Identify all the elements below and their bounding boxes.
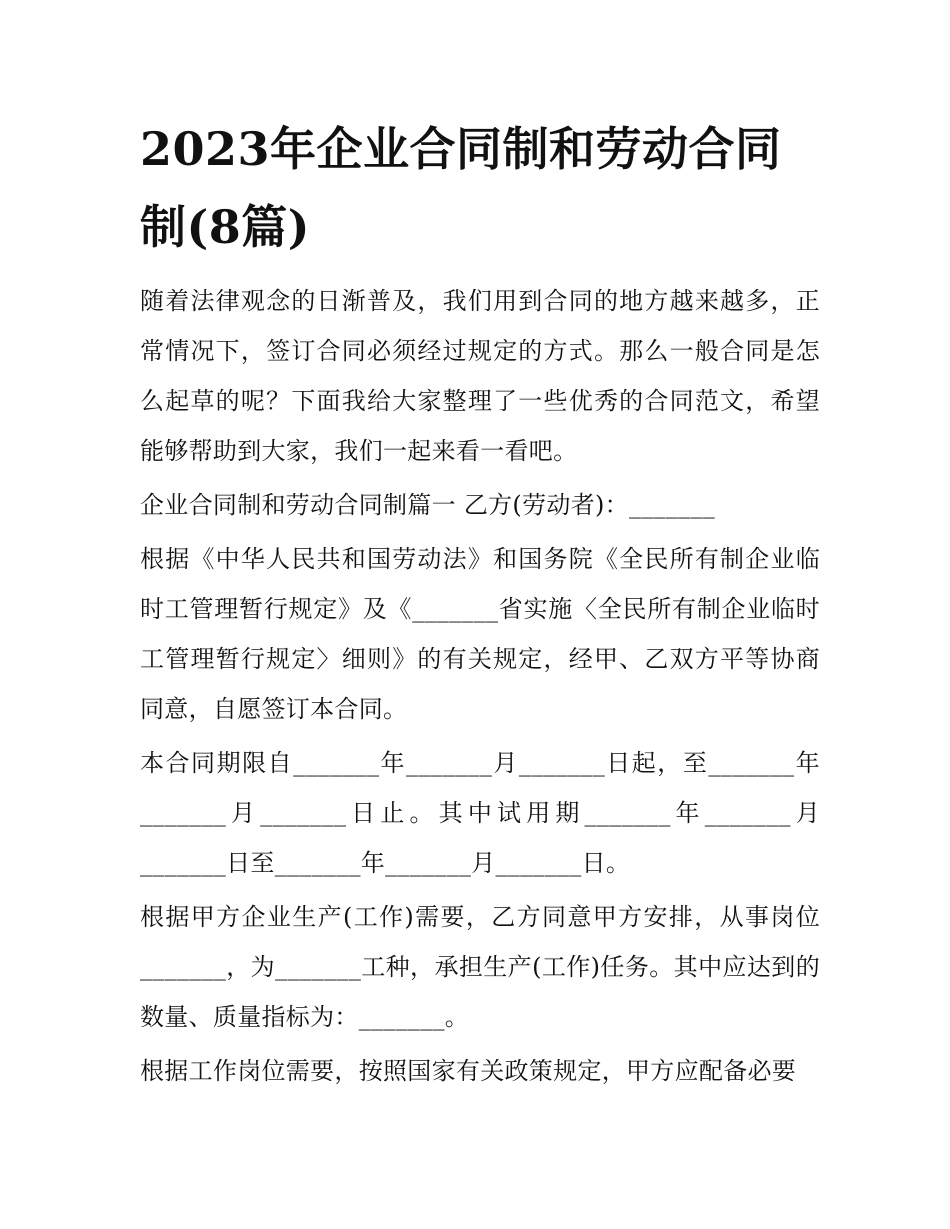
legal-basis-paragraph: 根据《中华人民共和国劳动法》和国务院《全民所有制企业临时工管理暂行规定》及《_______省实施〈全民所有制企业临时工管理暂行规定〉细则》的有关规定，经甲、乙双方平等协商同意，自愿签订本合同。 — [140, 545, 820, 723]
equipment-paragraph: 根据工作岗位需要，按照国家有关政策规定，甲方应配备必要 — [140, 1057, 797, 1085]
job-position-paragraph: 根据甲方企业生产(工作)需要，乙方同意甲方安排，从事岗位_______，为_______工种，承担生产(工作)任务。其中应达到的数量、质量指标为：_______。 — [140, 903, 820, 1031]
contract-term-paragraph: 本合同期限自_______年_______月_______日起，至_______年_______月_______日止。其中试用期_______年_______月_______日至_______年_______月_______日。 — [140, 749, 820, 877]
document-title: 2023年企业合同制和劳动合同制(8篇) — [140, 122, 782, 254]
section-heading-paragraph: 企业合同制和劳动合同制篇一 乙方(劳动者)：_______ — [140, 491, 716, 519]
intro-paragraph: 随着法律观念的日渐普及，我们用到合同的地方越来越多，正常情况下，签订合同必须经过规定的方式。那么一般合同是怎么起草的呢？下面我给大家整理了一些优秀的合同范文，希望能够帮助到大家，我们一起来看一看吧。 — [140, 287, 820, 465]
document-body — [140, 276, 820, 1100]
